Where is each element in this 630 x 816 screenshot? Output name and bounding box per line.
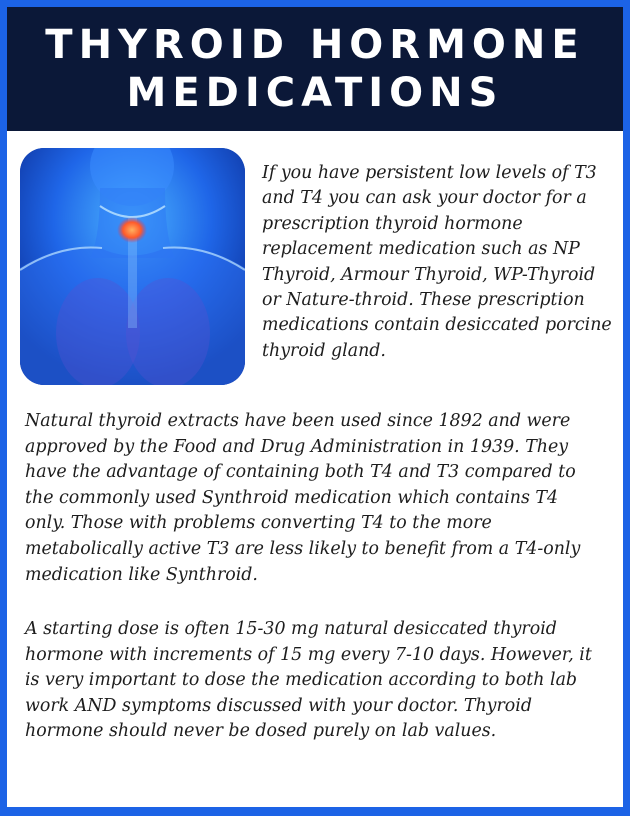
intro-line: thyroid gland. bbox=[262, 340, 386, 361]
paragraph-line: A starting dose is often 15-30 mg natural desiccated thyroid bbox=[25, 619, 557, 639]
paragraph-line: only. Those with problems converting T4 to the more bbox=[25, 513, 492, 534]
paragraph-line: have the advantage of containing both T4 and T3 compared to bbox=[25, 462, 576, 483]
intro-line: If you have persistent low levels of T3 bbox=[262, 163, 597, 183]
paragraph-line: the commonly used Synthroid medication which contains T4 bbox=[25, 487, 559, 508]
dosing-paragraph bbox=[25, 617, 625, 745]
paragraph-line: hormone should never be dosed purely on lab values. bbox=[25, 721, 497, 742]
paragraph-line: metabolically active T3 are less likely to benefit from a T4-only bbox=[25, 538, 581, 559]
intro-paragraph bbox=[262, 161, 622, 364]
intro-line: prescription thyroid hormone bbox=[262, 213, 523, 234]
intro-line: medications contain desiccated porcine bbox=[262, 315, 612, 336]
title-banner bbox=[7, 7, 623, 131]
paragraph-line: work AND symptoms discussed with your doctor. Thyroid bbox=[25, 695, 532, 716]
paragraph-line: hormone with increments of 15 mg every 7-10 days. However, it bbox=[25, 644, 592, 665]
paragraph-line: approved by the Food and Drug Administration in 1939. They bbox=[25, 436, 569, 457]
title-line-1: THYROID HORMONE bbox=[45, 22, 585, 68]
title-line-2: MEDICATIONS bbox=[126, 70, 504, 116]
paragraph-line: is very important to dose the medication according to both lab bbox=[25, 670, 578, 691]
intro-line: and T4 you can ask your doctor for a bbox=[262, 188, 587, 209]
intro-line: or Nature-throid. These prescription bbox=[262, 290, 585, 311]
history-paragraph bbox=[25, 409, 625, 588]
thyroid-anatomy-image bbox=[20, 148, 245, 385]
body-illustration-icon bbox=[20, 148, 245, 385]
intro-line: Thyroid, Armour Thyroid, WP-Thyroid bbox=[262, 264, 596, 285]
intro-line: replacement medication such as NP bbox=[262, 239, 580, 260]
paragraph-line: medication like Synthroid. bbox=[25, 564, 258, 585]
paragraph-line: Natural thyroid extracts have been used since 1892 and were bbox=[25, 411, 571, 431]
